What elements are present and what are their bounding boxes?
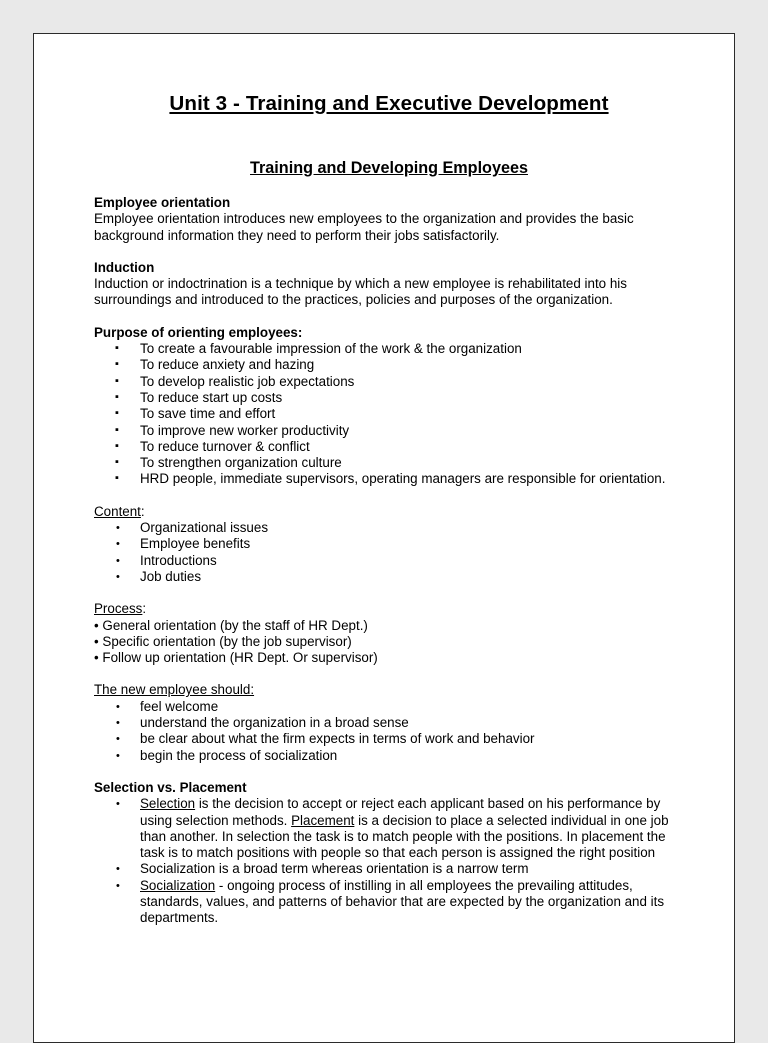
document-title: Unit 3 - Training and Executive Development: [169, 92, 609, 115]
list-item: ▪ To save time and effort: [94, 406, 684, 422]
list-item: [94, 878, 684, 927]
process-heading-line: [94, 601, 684, 617]
purpose-list: [94, 341, 684, 488]
selection-list: [94, 796, 684, 926]
socialization-text: - ongoing process of instilling in all employees the prevailing attitudes, standards, values, and patterns of behavior that are expected by the organization and its departments.: [140, 877, 665, 926]
list-item: • Introductions: [94, 553, 684, 569]
orientation-text: Employee orientation introduces new employees to the organization and provides the basic background information they need to perform their jobs satisfactorily.: [94, 211, 634, 243]
orientation-heading: Employee orientation: [94, 195, 231, 210]
list-item: [94, 796, 684, 861]
list-item: ▪ HRD people, immediate supervisors, operating managers are responsible for orientation.: [94, 471, 684, 487]
list-item: • Organizational issues: [94, 520, 684, 536]
list-item: ▪ To create a favourable impression of the work & the organization: [94, 341, 684, 357]
section-selection: [94, 780, 684, 927]
placement-term: Placement: [291, 812, 355, 828]
purpose-heading: Purpose of orienting employees:: [94, 324, 303, 340]
content-heading-line: [94, 504, 684, 520]
content-heading: Content: [94, 503, 141, 519]
list-item: ▪ To reduce turnover & conflict: [94, 439, 684, 455]
list-item: • Follow up orientation (HR Dept. Or supervisor): [94, 650, 378, 666]
list-item: • Employee benefits: [94, 536, 684, 552]
list-item: • Socialization is a broad term whereas orientation is a narrow term: [94, 861, 684, 877]
new-employee-list: [94, 699, 684, 764]
list-item: • be clear about what the firm expects in terms of work and behavior: [94, 731, 684, 747]
list-item: • General orientation (by the staff of HR Dept.): [94, 617, 368, 633]
section-induction: [94, 260, 684, 309]
list-item: ▪ To improve new worker productivity: [94, 423, 684, 439]
list-item: ▪ To strengthen organization culture: [94, 455, 684, 471]
selection-heading: Selection vs. Placement: [94, 779, 247, 795]
document-content: [94, 92, 684, 943]
induction-text: Induction or indoctrination is a technique by which a new employee is rehabilitated into his surroundings and introduced to the practices, policies and purposes of the organization.: [94, 276, 627, 308]
list-item: • Specific orientation (by the job supervisor): [94, 633, 352, 649]
section-orientation: [94, 195, 684, 244]
new-employee-heading: The new employee should:: [94, 682, 255, 698]
induction-heading: Induction: [94, 259, 155, 275]
list-item: ▪ To develop realistic job expectations: [94, 374, 684, 390]
process-heading: Process: [94, 601, 143, 617]
list-item: • feel welcome: [94, 699, 684, 715]
process-heading-colon: :: [142, 601, 147, 617]
content-list: [94, 520, 684, 585]
selection-text: is the decision to accept or reject each applicant based on his performance by using selection methods.: [140, 796, 661, 828]
list-item: • understand the organization in a broad sense: [94, 715, 684, 731]
list-item: ▪ To reduce anxiety and hazing: [94, 357, 684, 373]
document-subtitle: Training and Developing Employees: [250, 159, 528, 177]
section-purpose: [94, 325, 684, 488]
document-page: [33, 33, 735, 1043]
socialization-term: Socialization: [140, 877, 216, 893]
list-item: • begin the process of socialization: [94, 748, 684, 764]
list-item: • Job duties: [94, 569, 684, 585]
selection-term: Selection: [140, 796, 196, 812]
placement-text: is a decision to place a selected individual in one job than another. In selection the task is to match people with the positions. In placement the task is to match positions with people so that each person is assigned the right position: [140, 812, 669, 861]
section-new-employee: [94, 682, 684, 763]
content-heading-colon: :: [140, 503, 145, 519]
list-item: ▪ To reduce start up costs: [94, 390, 684, 406]
section-content: [94, 504, 684, 585]
section-process: [94, 601, 684, 666]
